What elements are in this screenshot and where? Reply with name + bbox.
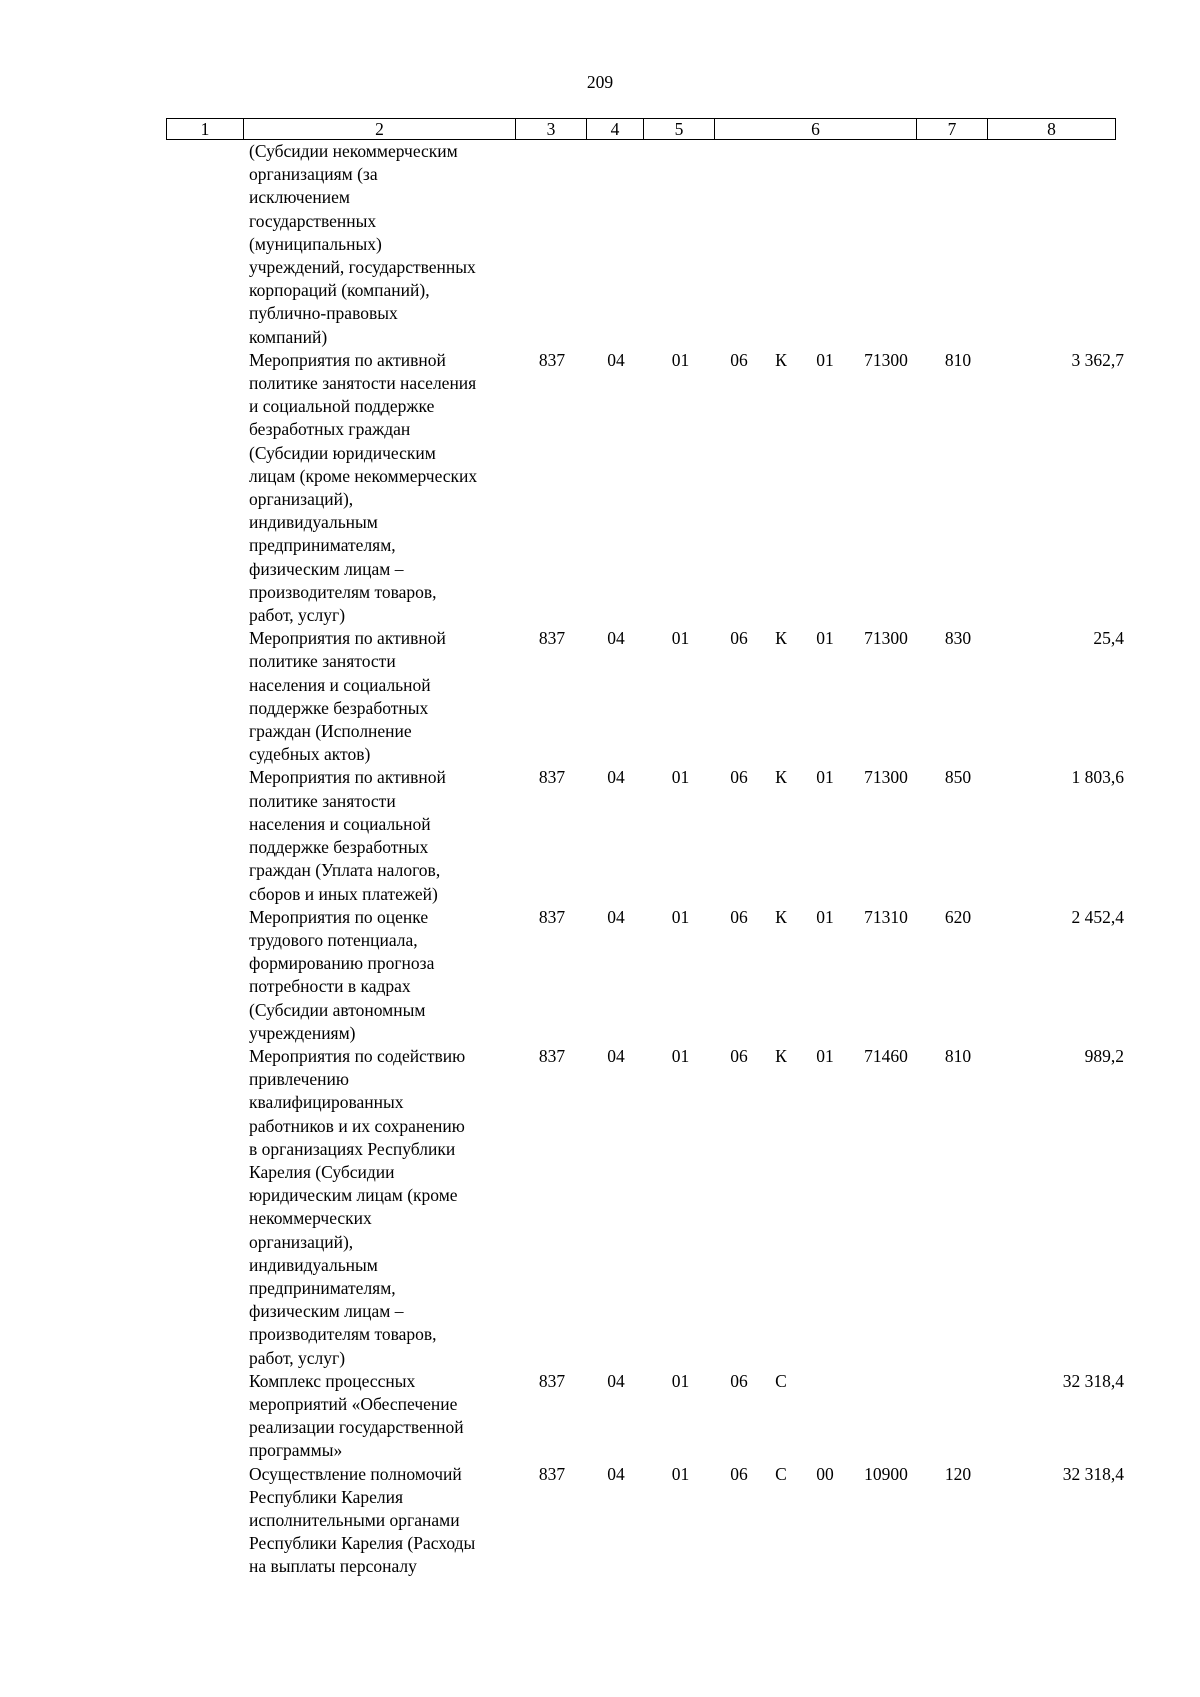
row-description: Мероприятия по активной политике занятости населения и социальной поддержке безработных граждан (Исполнение судебных актов) [249, 628, 446, 765]
row-col-4: 04 [607, 349, 625, 370]
header-col-1: 1 [167, 119, 244, 139]
row-col-4: 04 [607, 1463, 625, 1484]
header-col-4: 4 [587, 119, 644, 139]
row-col-7: 850 [944, 767, 972, 788]
row-col-4: 04 [607, 1045, 625, 1066]
row-col-6-part-1: 06 [730, 1370, 748, 1391]
row-col-6-part-2: С [775, 1463, 787, 1484]
row-col-5: 01 [671, 349, 690, 370]
row-col-8: 25,4 [1093, 628, 1124, 649]
row-description: Мероприятия по содействию привлечению квалифицированных работников и их сохранению в организациях Республики Карелия (Субсидии юридическим лицам (кроме некоммерческих организаций), индивидуальным предпринимателям, физическим лицам – производителям товаров, работ, услуг) [249, 1045, 466, 1368]
row-col-6-part-1: 06 [730, 628, 748, 649]
header-col-5: 5 [644, 119, 715, 139]
row-col-6-part-3: 01 [816, 906, 834, 927]
row-col-6-part-1: 06 [730, 906, 748, 927]
row-col-6-part-2: С [775, 1370, 787, 1391]
row-col-3: 837 [538, 628, 566, 649]
table-row [0, 906, 1200, 1045]
row-col-6-part-4: 71460 [864, 1045, 908, 1066]
row-col-6-part-2: К [775, 628, 787, 649]
table-row [0, 1463, 1200, 1579]
row-col-8: 2 452,4 [1071, 906, 1124, 927]
table-row [0, 140, 1200, 349]
table-row [0, 349, 1200, 627]
row-col-3: 837 [538, 1463, 566, 1484]
row-col-5: 01 [671, 1370, 690, 1391]
header-col-2: 2 [244, 119, 516, 139]
row-col-7: 810 [944, 349, 972, 370]
row-col-6-part-4: 71300 [864, 628, 908, 649]
page-number: 209 [586, 72, 614, 92]
row-col-6-part-3: 01 [816, 628, 834, 649]
row-col-6-part-2: К [775, 349, 787, 370]
row-description: Мероприятия по активной политике занятости населения и социальной поддержке безработных граждан (Субсидии юридическим лицам (кроме некоммерческих организаций), индивидуальным предпринимателям, физическим лицам – производителям товаров, работ, услуг) [249, 349, 478, 626]
row-col-5: 01 [671, 767, 690, 788]
row-col-6-part-1: 06 [730, 1463, 748, 1484]
row-description: Мероприятия по активной политике занятости населения и социальной поддержке безработных граждан (Уплата налогов, сборов и иных платежей) [249, 767, 446, 904]
header-col-6: 6 [715, 119, 917, 139]
row-col-6-part-1: 06 [730, 1045, 748, 1066]
row-col-6-part-2: К [775, 767, 787, 788]
row-description: Комплекс процессных мероприятий «Обеспечение реализации государственной программы» [249, 1370, 464, 1461]
row-col-6-part-1: 06 [730, 349, 748, 370]
row-col-4: 04 [607, 1370, 625, 1391]
row-col-6-part-4: 71300 [864, 349, 908, 370]
table-row [0, 766, 1200, 905]
table-row [0, 1045, 1200, 1370]
header-col-7: 7 [917, 119, 988, 139]
row-col-6-part-2: К [775, 1045, 787, 1066]
table-body [0, 140, 1200, 1579]
row-col-6-part-4: 10900 [864, 1463, 908, 1484]
row-col-4: 04 [607, 767, 625, 788]
table-row [0, 1370, 1200, 1463]
row-col-3: 837 [538, 1045, 566, 1066]
row-col-5: 01 [671, 628, 690, 649]
row-description: (Субсидии некоммерческим организациям (за исключением государственных (муниципальных) учреждений, государственных корпораций (компаний), публично-правовых компаний) [249, 141, 476, 347]
row-col-6-part-4: 71310 [864, 906, 908, 927]
row-col-7: 120 [944, 1463, 972, 1484]
row-col-6-part-4: 71300 [864, 767, 908, 788]
row-col-6-part-3: 00 [816, 1463, 834, 1484]
row-col-8: 989,2 [1084, 1045, 1124, 1066]
row-col-6-part-3: 01 [816, 767, 834, 788]
row-col-3: 837 [538, 906, 566, 927]
header-col-8: 8 [1047, 119, 1056, 139]
row-col-5: 01 [671, 1045, 690, 1066]
row-col-8: 1 803,6 [1071, 767, 1124, 788]
table-header [166, 118, 1116, 140]
row-col-6-part-3: 01 [816, 349, 834, 370]
row-description: Осуществление полномочий Республики Карелия исполнительными органами Республики Карелия (Расходы на выплаты персоналу [249, 1463, 476, 1577]
row-col-7: 830 [944, 628, 972, 649]
row-col-3: 837 [538, 1370, 566, 1391]
row-col-6-part-3: 01 [816, 1045, 834, 1066]
header-col-3: 3 [516, 119, 587, 139]
row-col-7: 620 [944, 906, 972, 927]
table-row [0, 627, 1200, 766]
row-col-5: 01 [671, 906, 690, 927]
row-col-6-part-2: К [775, 906, 787, 927]
row-col-4: 04 [607, 906, 625, 927]
row-col-3: 837 [538, 767, 566, 788]
row-col-8: 32 318,4 [1062, 1463, 1124, 1484]
row-col-6-part-1: 06 [730, 767, 748, 788]
row-col-3: 837 [538, 349, 566, 370]
row-col-5: 01 [671, 1463, 690, 1484]
row-col-8: 3 362,7 [1071, 349, 1124, 370]
row-description: Мероприятия по оценке трудового потенциала, формированию прогноза потребности в кадрах (Субсидии автономным учреждениям) [249, 906, 435, 1043]
row-col-7: 810 [944, 1045, 972, 1066]
row-col-4: 04 [607, 628, 625, 649]
row-col-8: 32 318,4 [1062, 1370, 1124, 1391]
